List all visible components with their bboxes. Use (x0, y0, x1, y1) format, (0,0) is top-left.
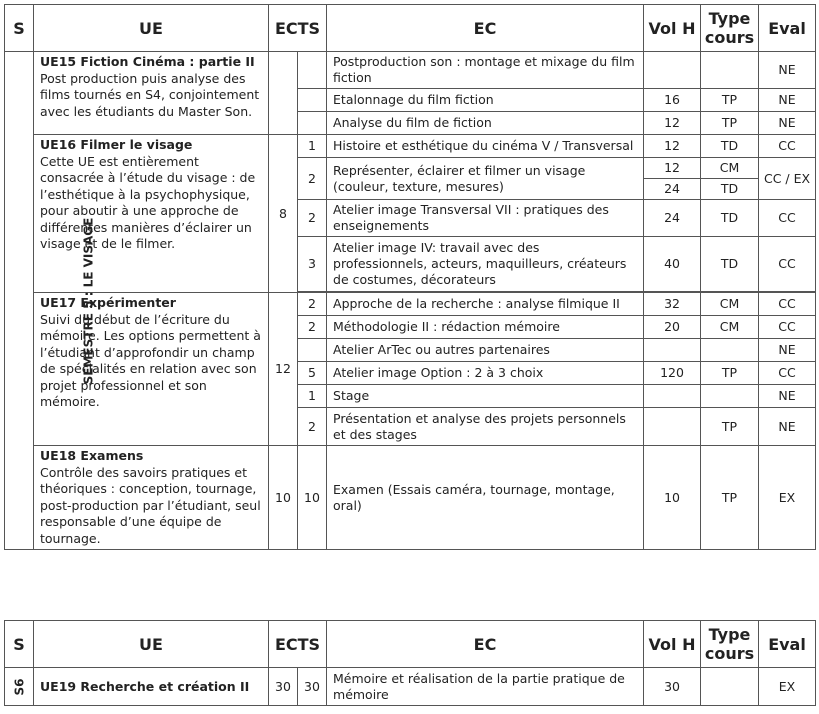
header-s: S (5, 5, 34, 52)
table-row (5, 293, 816, 316)
ue16-description: Cette UE est entièrement consacrée à l’étude du visage : de l’esthétique à la psychophysique, pour aboutir à une approche de différentes manières d’éclairer un visage et de le filmer. (40, 153, 256, 251)
ec-eval: NE (759, 339, 816, 362)
ec-type (701, 52, 759, 89)
ec-vol: 32 (644, 293, 701, 316)
header-ects: ECTS (269, 5, 327, 52)
ec-type: TD (701, 237, 759, 292)
ec-eval: CC (759, 316, 816, 339)
ec-label: Examen (Essais caméra, tournage, montage, oral) (327, 446, 644, 550)
ec-ects: 2 (298, 316, 327, 339)
ec-vol: 24 (644, 200, 701, 237)
header-type-cours: Type cours (701, 5, 759, 52)
ec-label: Mémoire et réalisation de la partie pratique de mémoire (327, 668, 644, 706)
ec-vol: 120 (644, 362, 701, 385)
header-ue: UE (34, 621, 269, 668)
ec-ects: 3 (298, 237, 327, 292)
table-row (5, 668, 816, 706)
ec-ects (298, 89, 327, 112)
ec-eval: CC (759, 362, 816, 385)
header-s: S (5, 621, 34, 668)
ec-ects: 2 (298, 408, 327, 446)
ec-ects: 2 (298, 158, 327, 200)
header-row (5, 621, 816, 668)
ec-vol: 24 (644, 179, 701, 200)
header-ue: UE (34, 5, 269, 52)
ec-label: Représenter, éclairer et filmer un visage (couleur, texture, mesures) (327, 158, 644, 200)
table-row (5, 52, 816, 89)
ec-label: Atelier ArTec ou autres partenaires (327, 339, 644, 362)
ue17-ects: 12 (269, 293, 298, 446)
ec-eval: CC / EX (759, 158, 816, 200)
ec-vol: 12 (644, 112, 701, 135)
ec-ects: 2 (298, 293, 327, 316)
ec-label: Atelier image Option : 2 à 3 choix (327, 362, 644, 385)
ue17-title: UE17 Expérimenter (40, 295, 176, 310)
semester-6-table (4, 620, 816, 706)
ue18-title: UE18 Examens (40, 448, 144, 463)
ec-type: TP (701, 112, 759, 135)
header-row (5, 5, 816, 52)
semester-5-table (4, 4, 816, 550)
semester-label: SEMESTRE 5 : LE VISAGE (5, 52, 34, 550)
header-ec: EC (327, 5, 644, 52)
ec-vol (644, 385, 701, 408)
ec-vol: 40 (644, 237, 701, 292)
ec-label: Stage (327, 385, 644, 408)
ec-ects: 2 (298, 200, 327, 237)
ec-vol (644, 339, 701, 362)
ec-eval: NE (759, 385, 816, 408)
ue15-title: UE15 Fiction Cinéma : partie II (40, 54, 255, 69)
ue18-description: Contrôle des savoirs pratiques et théoriques : conception, tournage, post-production par l’étudiant, seul responsable d’une équipe de tournage. (40, 464, 261, 546)
table-row (5, 446, 816, 550)
ec-type: TP (701, 362, 759, 385)
ec-label: Analyse du film de fiction (327, 112, 644, 135)
ec-vol: 12 (644, 158, 701, 179)
ec-ects: 5 (298, 362, 327, 385)
ec-vol (644, 408, 701, 446)
table-row (5, 135, 816, 158)
ec-type (701, 385, 759, 408)
ec-vol: 30 (644, 668, 701, 706)
header-vol-h: Vol H (644, 621, 701, 668)
ec-eval: CC (759, 135, 816, 158)
ec-label: Etalonnage du film fiction (327, 89, 644, 112)
ec-eval: NE (759, 408, 816, 446)
ec-type: TP (701, 408, 759, 446)
ec-type: CM (701, 293, 759, 316)
ec-type: CM (701, 316, 759, 339)
ue16-cell (34, 135, 269, 293)
ec-type: CM (701, 158, 759, 179)
ec-vol: 16 (644, 89, 701, 112)
header-eval: Eval (759, 621, 816, 668)
ec-label: Méthodologie II : rédaction mémoire (327, 316, 644, 339)
ec-type: TP (701, 89, 759, 112)
ec-eval: NE (759, 89, 816, 112)
ec-vol: 12 (644, 135, 701, 158)
ec-vol: 10 (644, 446, 701, 550)
header-ects: ECTS (269, 621, 327, 668)
ec-label: Approche de la recherche : analyse filmique II (327, 293, 644, 316)
ec-type: TD (701, 135, 759, 158)
ue16-ects: 8 (269, 135, 298, 293)
header-type-cours: Type cours (701, 621, 759, 668)
ue19-title: UE19 Recherche et création II (34, 668, 269, 706)
ue19-ects: 30 (269, 668, 298, 706)
ue15-description: Post production puis analyse des films tournés en S4, conjointement avec les étudiants du Master Son. (40, 70, 260, 119)
ec-ects: 10 (298, 446, 327, 550)
ec-eval: EX (759, 668, 816, 706)
header-vol-h: Vol H (644, 5, 701, 52)
ec-type: TD (701, 179, 759, 200)
ec-eval: CC (759, 200, 816, 237)
ec-label: Atelier image IV: travail avec des professionnels, acteurs, maquilleurs, créateurs de costumes, décorateurs (327, 237, 644, 292)
ec-ects (298, 339, 327, 362)
ec-type (701, 339, 759, 362)
ue17-cell (34, 293, 269, 446)
ue16-title: UE16 Filmer le visage (40, 137, 193, 152)
ec-vol (644, 52, 701, 89)
ec-ects: 1 (298, 135, 327, 158)
ec-eval: EX (759, 446, 816, 550)
ec-label: Postproduction son : montage et mixage du film fiction (327, 52, 644, 89)
ec-type: TD (701, 200, 759, 237)
ue17-description: Suivi du début de l’écriture du mémoire. Les options permettent à l’étudiant d’approfondir un champ de spécialités en relation avec son projet professionnel et son mémoire. (40, 311, 261, 409)
ec-ects: 30 (298, 668, 327, 706)
ec-eval: NE (759, 52, 816, 89)
ec-label: Présentation et analyse des projets personnels et des stages (327, 408, 644, 446)
ue18-cell (34, 446, 269, 550)
ec-type (701, 668, 759, 706)
ue15-ects (269, 52, 298, 135)
ec-eval: CC (759, 293, 816, 316)
semester-6-label: S6 (5, 668, 34, 706)
ec-type: TP (701, 446, 759, 550)
header-eval: Eval (759, 5, 816, 52)
ue15-cell (34, 52, 269, 135)
ec-ects (298, 52, 327, 89)
ec-label: Atelier image Transversal VII : pratiques des enseignements (327, 200, 644, 237)
ec-eval: NE (759, 112, 816, 135)
ec-label: Histoire et esthétique du cinéma V / Transversal (327, 135, 644, 158)
ec-ects (298, 112, 327, 135)
header-ec: EC (327, 621, 644, 668)
ec-vol: 20 (644, 316, 701, 339)
ue18-ects: 10 (269, 446, 298, 550)
ec-ects: 1 (298, 385, 327, 408)
ec-eval: CC (759, 237, 816, 292)
